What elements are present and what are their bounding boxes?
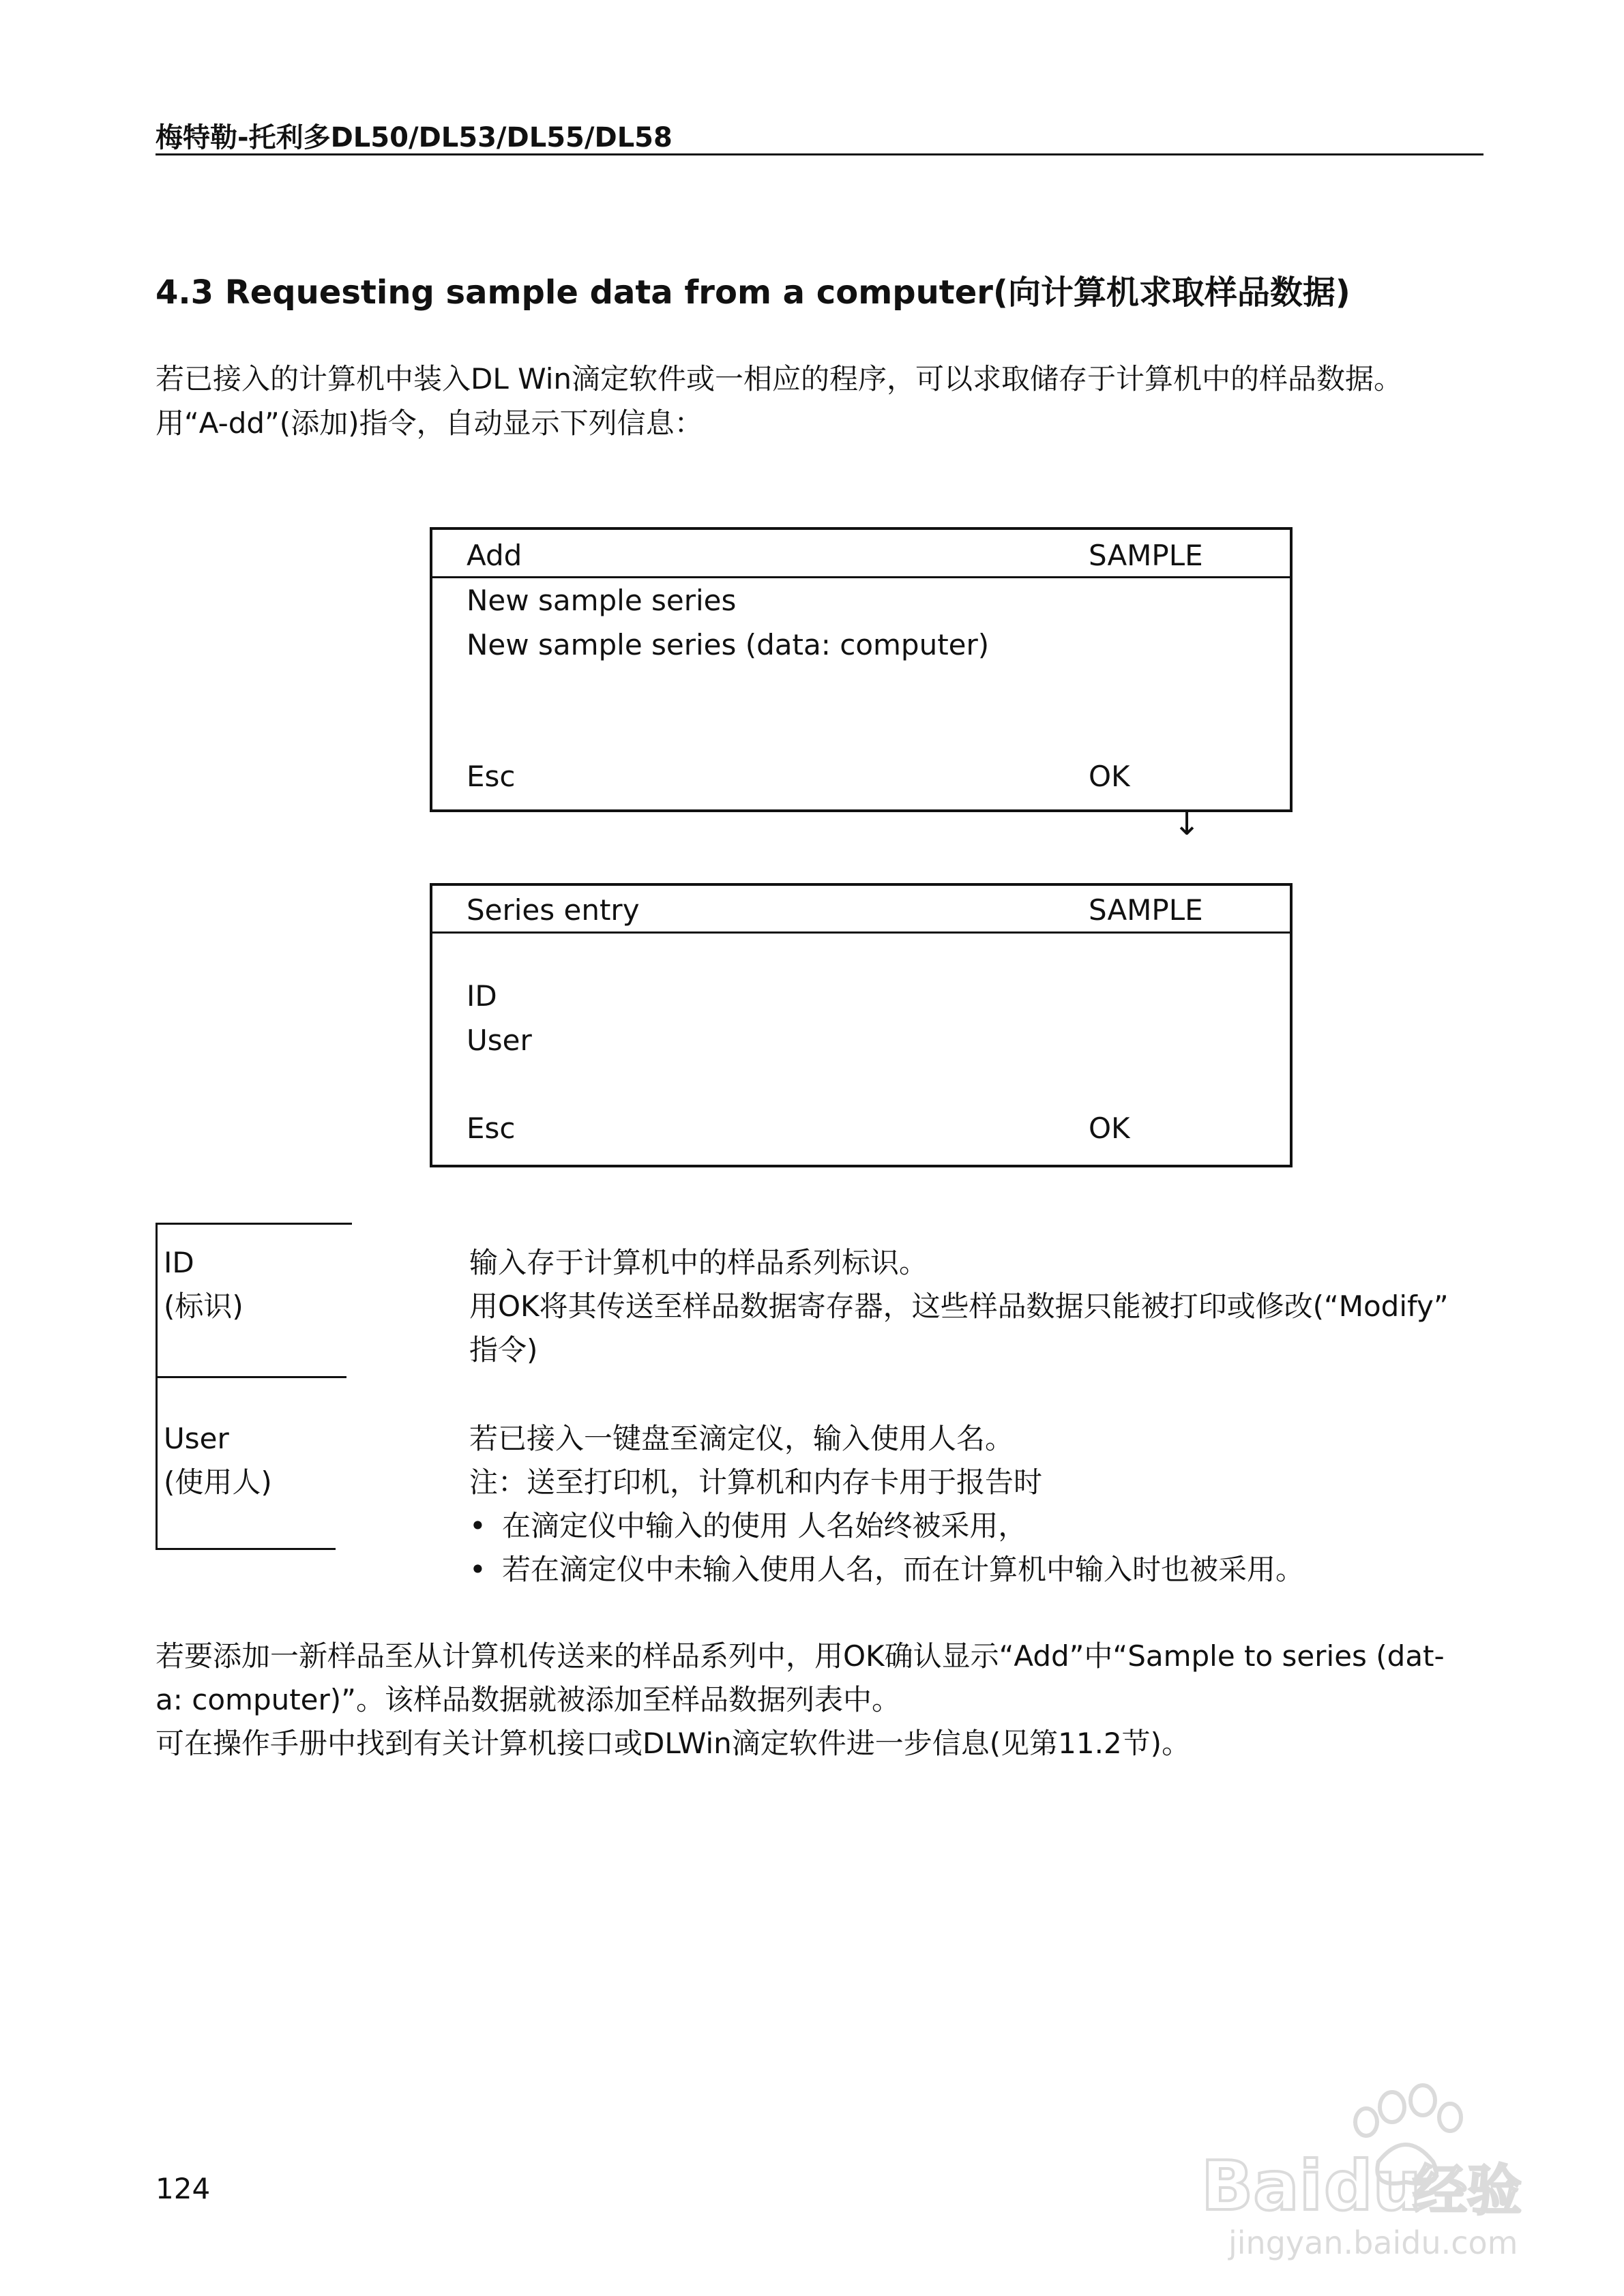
def-desc-line: 若已接入一键盘至滴定仪，输入使用人名。	[469, 1422, 1014, 1455]
menu-item-new-sample-series-computer[interactable]: New sample series (data: computer)	[467, 628, 990, 661]
outro-paragraph	[156, 1635, 1445, 1765]
screen-title: Add	[467, 539, 522, 572]
screen-mode: SAMPLE	[1089, 893, 1203, 927]
def-term: ID	[164, 1246, 194, 1279]
outro-line: 若要添加一新样品至从计算机传送来的样品系列中，用OK确认显示“Add”中“Sample to series (dat-	[156, 1639, 1445, 1673]
add-screen	[430, 527, 1293, 812]
outro-line: a: computer)”。该样品数据就被添加至样品数据列表中。	[156, 1683, 900, 1716]
def-desc-line: 注：送至打印机，计算机和内存卡用于报告时	[469, 1465, 1043, 1499]
def-desc-line: 输入存于计算机中的样品系列标识。	[469, 1246, 928, 1279]
menu-item-new-sample-series[interactable]: New sample series	[467, 584, 737, 617]
field-user[interactable]: User	[467, 1024, 532, 1057]
def-rule	[156, 1548, 336, 1550]
screen-mode: SAMPLE	[1089, 539, 1203, 572]
outro-line: 可在操作手册中找到有关计算机接口或DLWin滴定软件进一步信息(见第11.2节)。	[156, 1727, 1191, 1760]
page-number: 124	[156, 2172, 211, 2205]
svg-text:经验: 经验	[1413, 2159, 1522, 2222]
series-entry-screen	[430, 883, 1293, 1167]
bullet-text: 若在滴定仪中未输入使用人名，而在计算机中输入时也被采用。	[502, 1553, 1305, 1586]
def-desc-line: 指令)	[469, 1333, 538, 1367]
field-id[interactable]: ID	[467, 979, 497, 1013]
intro-line: 用“A-dd”(添加)指令，自动显示下列信息：	[156, 406, 703, 440]
bullet-text: 在滴定仪中输入的使用 人名始终被采用，	[502, 1509, 1027, 1542]
intro-line: 若已接入的计算机中装入DL Win滴定软件或一相应的程序，可以求取储存于计算机中的样品数据。	[156, 362, 1402, 396]
svg-text:Bai: Bai	[1201, 2146, 1323, 2226]
def-term: User	[164, 1422, 229, 1455]
esc-softkey[interactable]: Esc	[467, 760, 516, 793]
esc-softkey[interactable]: Esc	[467, 1112, 516, 1145]
def-desc-line: 用OK将其传送至样品数据寄存器，这些样品数据只能被打印或修改(“Modify”	[469, 1289, 1449, 1323]
bullet-icon: •	[469, 1509, 486, 1542]
screen-divider	[432, 576, 1290, 578]
def-term-cn: (标识)	[164, 1289, 243, 1323]
def-term-cn: (使用人)	[164, 1465, 272, 1499]
def-rule	[156, 1223, 158, 1378]
running-header: 梅特勒-托利多DL50/DL53/DL55/DL58	[156, 122, 673, 153]
def-rule	[156, 1376, 346, 1378]
intro-paragraph	[156, 357, 1402, 445]
ok-softkey[interactable]: OK	[1089, 1112, 1130, 1145]
ok-softkey[interactable]: OK	[1089, 760, 1130, 793]
def-rule	[156, 1223, 352, 1225]
svg-text:du: du	[1324, 2146, 1421, 2226]
bullet-item	[469, 1548, 1304, 1592]
bullet-icon: •	[469, 1553, 486, 1586]
section-heading: 4.3 Requesting sample data from a computer(向计算机求取样品数据)	[156, 273, 1350, 312]
header-rule	[156, 153, 1483, 155]
svg-text:jingyan.baidu.com: jingyan.baidu.com	[1228, 2224, 1518, 2261]
screen-title: Series entry	[467, 893, 640, 927]
screen-divider	[432, 931, 1290, 934]
def-rule	[156, 1376, 158, 1550]
baidu-watermark-logo	[1187, 2080, 1542, 2264]
bullet-item	[469, 1504, 1027, 1548]
down-arrow-icon: ↓	[1173, 805, 1201, 843]
